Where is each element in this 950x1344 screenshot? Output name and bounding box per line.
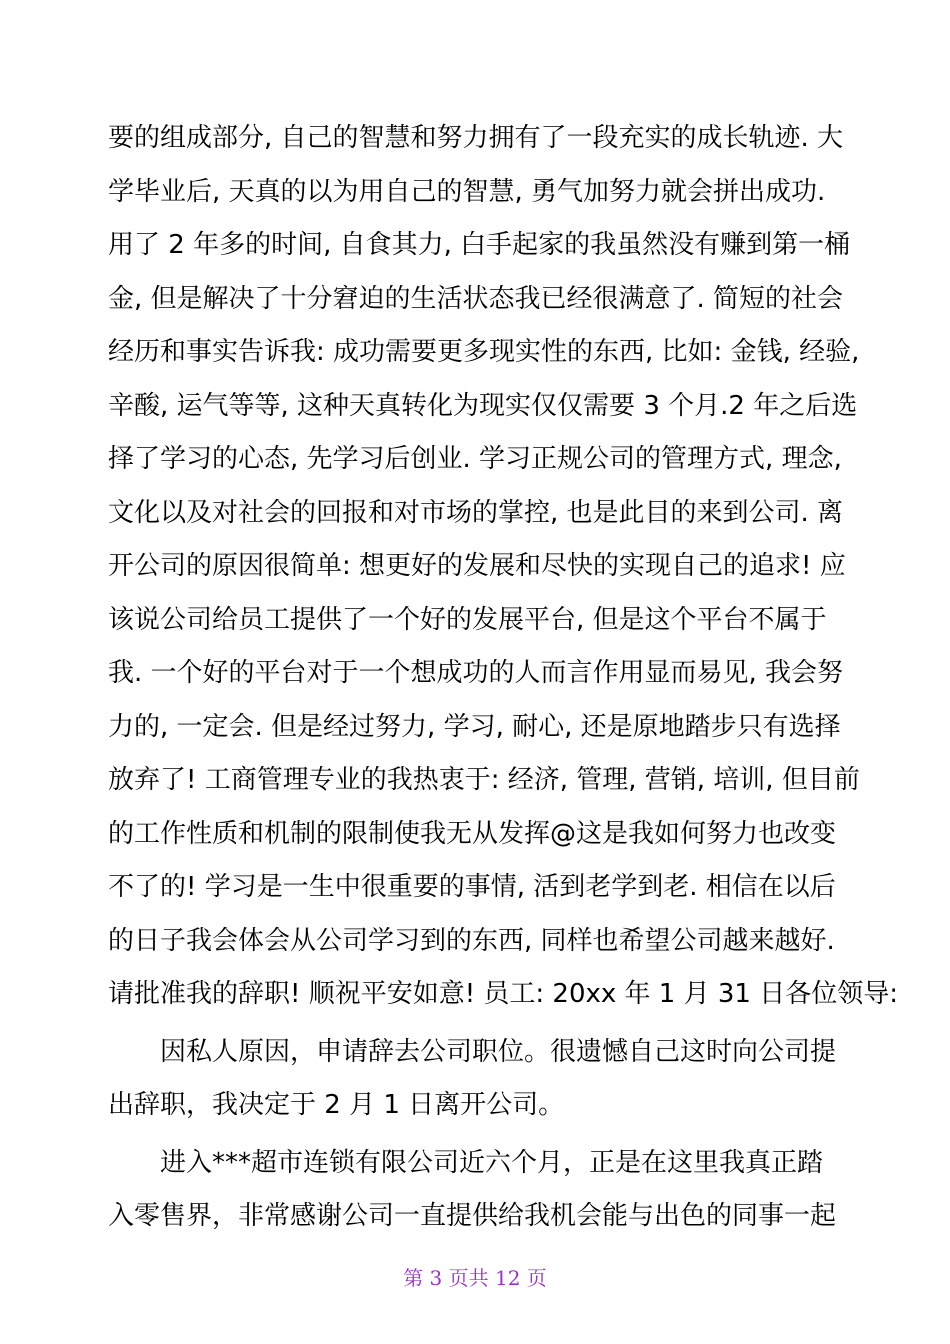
- text-line: 辛酸, 运气等等, 这种天真转化为现实仅仅需要 3 个月.2 年之后选: [108, 390, 858, 421]
- text-line: 择了学习的心态, 先学习后创业. 学习正规公司的管理方式, 理念,: [108, 444, 842, 474]
- paragraph-2-line-1: 因私人原因，申请辞去公司职位。很遗憾自己这时向公司提: [160, 1036, 837, 1067]
- text-line: 金, 但是解决了十分窘迫的生活状态我已经很满意了. 简短的社会: [108, 283, 844, 314]
- text-line: 用了 2 年多的时间, 自食其力, 白手起家的我虽然没有赚到第一桶: [108, 230, 851, 260]
- text-line: 该说公司给员工提供了一个好的发展平台, 但是这个平台不属于: [108, 604, 827, 635]
- text-line: 放弃了! 工商管理专业的我热衷于: 经济, 管理, 营销, 培训, 但目前: [108, 765, 860, 795]
- text-line: 的日子我会体会从公司学习到的东西, 同样也希望公司越来越好.: [108, 925, 835, 956]
- paragraph-2-line-2: 出辞职，我决定于 2 月 1 日离开公司。: [108, 1090, 565, 1120]
- paragraph-3-line-1: 进入***超市连锁有限公司近六个月，正是在这里我真正踏: [160, 1147, 824, 1178]
- text-line: 我. 一个好的平台对于一个想成功的人而言作用显而易见, 我会努: [108, 658, 844, 688]
- text-line: 的工作性质和机制的限制使我无从发挥@这是我如何努力也改变: [108, 818, 837, 849]
- paragraph-3-line-2: 入零售界，非常感谢公司一直提供给我机会能与出色的同事一起: [108, 1201, 837, 1231]
- text-line: 开公司的原因很简单: 想更好的发展和尽快的实现自己的追求! 应: [108, 551, 846, 581]
- text-line: 不了的! 学习是一生中很重要的事情, 活到老学到老. 相信在以后: [108, 872, 836, 902]
- text-line: 文化以及对社会的回报和对市场的掌控, 也是此目的来到公司. 离: [108, 497, 844, 528]
- text-line: 要的组成部分, 自己的智慧和努力拥有了一段充实的成长轨迹. 大: [108, 123, 844, 153]
- text-line: 请批准我的辞职! 顺祝平安如意! 员工: 20xx 年 1 月 31 日各位领导:: [108, 979, 898, 1009]
- text-line: 经历和事实告诉我: 成功需要更多现实性的东西, 比如: 金钱, 经验,: [108, 337, 860, 367]
- text-line: 学毕业后, 天真的以为用自己的智慧, 勇气加努力就会拼出成功.: [108, 176, 826, 207]
- text-line: 力的, 一定会. 但是经过努力, 学习, 耐心, 还是原地踏步只有选择: [108, 711, 841, 742]
- page-number-footer: 第 3 页共 12 页: [403, 1266, 547, 1290]
- document-body: [108, 112, 898, 1244]
